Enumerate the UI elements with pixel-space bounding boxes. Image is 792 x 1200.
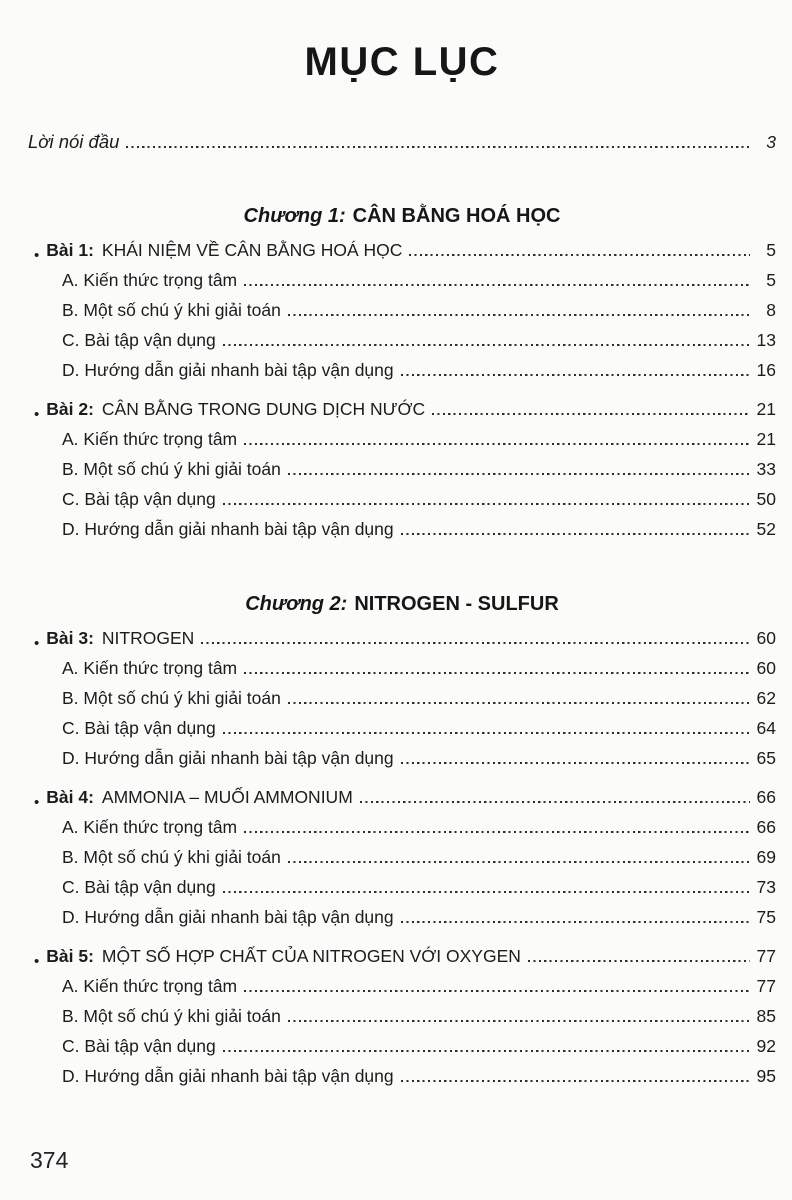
page-ref: 77 [756,976,776,996]
lesson-title: KHÁI NIỆM VỀ CÂN BẰNG HOÁ HỌC [101,240,403,260]
toc-entry-section [28,300,776,330]
section-title: B. Một số chú ý khi giải toán [62,688,281,708]
dot-leader [223,891,750,893]
section-title: B. Một số chú ý khi giải toán [62,1006,281,1026]
section-title: D. Hướng dẫn giải nhanh bài tập vận dụng [62,519,394,539]
dot-leader [432,413,750,415]
dot-leader [244,284,750,286]
section-title: D. Hướng dẫn giải nhanh bài tập vận dụng [62,748,394,768]
section-title: C. Bài tập vận dụng [62,330,216,350]
bullet-icon: • [34,952,40,970]
dot-leader [409,254,750,256]
page-ref: 66 [756,817,776,837]
toc-entry-preface [28,131,776,161]
chapter-label: Chương 2: [245,593,348,615]
dot-leader [360,801,750,803]
section-title: A. Kiến thức trọng tâm [62,658,238,678]
toc-entry-section [28,688,776,718]
lesson-title: MỘT SỐ HỢP CHẤT CỦA NITROGEN VỚI OXYGEN [101,946,521,966]
page-title: MỤC LỤC [304,40,500,84]
dot-leader [288,1020,750,1022]
section-title: C. Bài tập vận dụng [62,1036,216,1056]
bullet-icon: • [34,793,40,811]
lesson-label: Bài 5: [46,946,94,966]
section-title: D. Hướng dẫn giải nhanh bài tập vận dụng [62,360,394,380]
dot-leader [401,921,750,923]
page-ref: 92 [756,1036,776,1056]
toc-entry-section [28,489,776,519]
toc-entry-section [28,429,776,459]
dot-leader [401,533,750,535]
section-title: A. Kiến thức trọng tâm [62,976,238,996]
chapter-title: CÂN BẰNG HOÁ HỌC [352,205,561,227]
section-title: D. Hướng dẫn giải nhanh bài tập vận dụng [62,1066,394,1086]
section-title: B. Một số chú ý khi giải toán [62,847,281,867]
dot-leader [201,642,750,644]
page-ref: 16 [756,360,776,380]
toc-entry-section [28,817,776,847]
page-ref: 13 [756,330,776,350]
section-title: C. Bài tập vận dụng [62,718,216,738]
page-ref: 75 [756,907,776,927]
page-ref: 5 [766,240,776,260]
toc-entry-section [28,519,776,549]
bullet-icon: • [34,246,40,264]
toc-entry-section [28,330,776,360]
section-title: A. Kiến thức trọng tâm [62,817,238,837]
toc-entry-section [28,748,776,778]
page-ref: 33 [756,459,776,479]
page-ref: 73 [756,877,776,897]
dot-leader [401,1080,750,1082]
section-title: C. Bài tập vận dụng [62,877,216,897]
section-title: B. Một số chú ý khi giải toán [62,300,281,320]
lesson-label: Bài 1: [46,240,94,260]
toc-entry-section [28,658,776,688]
chapter-heading [28,201,776,231]
dot-leader [288,314,750,316]
dot-leader [244,443,750,445]
dot-leader [244,672,750,674]
dot-leader [288,702,750,704]
dot-leader [288,861,750,863]
dot-leader [401,762,750,764]
toc-entry-section [28,1036,776,1066]
toc-entry-section [28,877,776,907]
page-ref: 60 [756,658,776,678]
toc-entry-section [28,976,776,1006]
section-title: C. Bài tập vận dụng [62,489,216,509]
dot-leader [244,831,750,833]
page-ref: 5 [766,270,776,290]
toc-entry-lesson [28,946,776,976]
page-ref: 66 [756,787,776,807]
toc-entry-lesson [28,240,776,270]
toc-entry-lesson [28,628,776,658]
toc-entry-section [28,360,776,390]
page-ref: 64 [756,718,776,738]
page-ref: 95 [756,1066,776,1086]
toc-entry-section [28,847,776,877]
dot-leader [223,732,750,734]
page-ref: 65 [756,748,776,768]
section-title: B. Một số chú ý khi giải toán [62,459,281,479]
section-title: D. Hướng dẫn giải nhanh bài tập vận dụng [62,907,394,927]
page-ref: 3 [766,132,776,152]
chapter-label: Chương 1: [243,205,346,227]
dot-leader [223,503,750,505]
lesson-label: Bài 2: [46,399,94,419]
page-ref: 21 [756,399,776,419]
preface-label: Lời nói đầu [28,131,120,152]
bullet-icon: • [34,634,40,652]
page-ref: 8 [766,300,776,320]
page-ref: 85 [756,1006,776,1026]
section-title: A. Kiến thức trọng tâm [62,429,238,449]
page-ref: 69 [756,847,776,867]
dot-leader [223,1050,750,1052]
section-title: A. Kiến thức trọng tâm [62,270,238,290]
lesson-title: AMMONIA – MUỐI AMMONIUM [101,787,353,807]
page-ref: 52 [756,519,776,539]
dot-leader [126,146,750,148]
toc-entry-section [28,459,776,489]
toc-entry-section [28,1066,776,1096]
toc-entry-section [28,907,776,937]
lesson-label: Bài 3: [46,628,94,648]
toc-entry-section [28,270,776,300]
lesson-title: CÂN BẰNG TRONG DUNG DỊCH NƯỚC [101,399,426,419]
toc-entry-section [28,718,776,748]
dot-leader [288,473,750,475]
lesson-label: Bài 4: [46,787,94,807]
dot-leader [528,960,750,962]
lesson-title: NITROGEN [101,628,195,648]
toc-entry-lesson [28,787,776,817]
page-ref: 62 [756,688,776,708]
page-ref: 21 [756,429,776,449]
page-ref: 77 [756,946,776,966]
page-ref: 60 [756,628,776,648]
toc-entry-section [28,1006,776,1036]
toc-entry-lesson [28,399,776,429]
folio-page-number: 374 [30,1147,69,1173]
page-ref: 50 [756,489,776,509]
dot-leader [223,344,750,346]
dot-leader [244,990,750,992]
chapter-title: NITROGEN - SULFUR [354,593,559,615]
bullet-icon: • [34,405,40,423]
chapter-heading [28,589,776,619]
dot-leader [401,374,750,376]
